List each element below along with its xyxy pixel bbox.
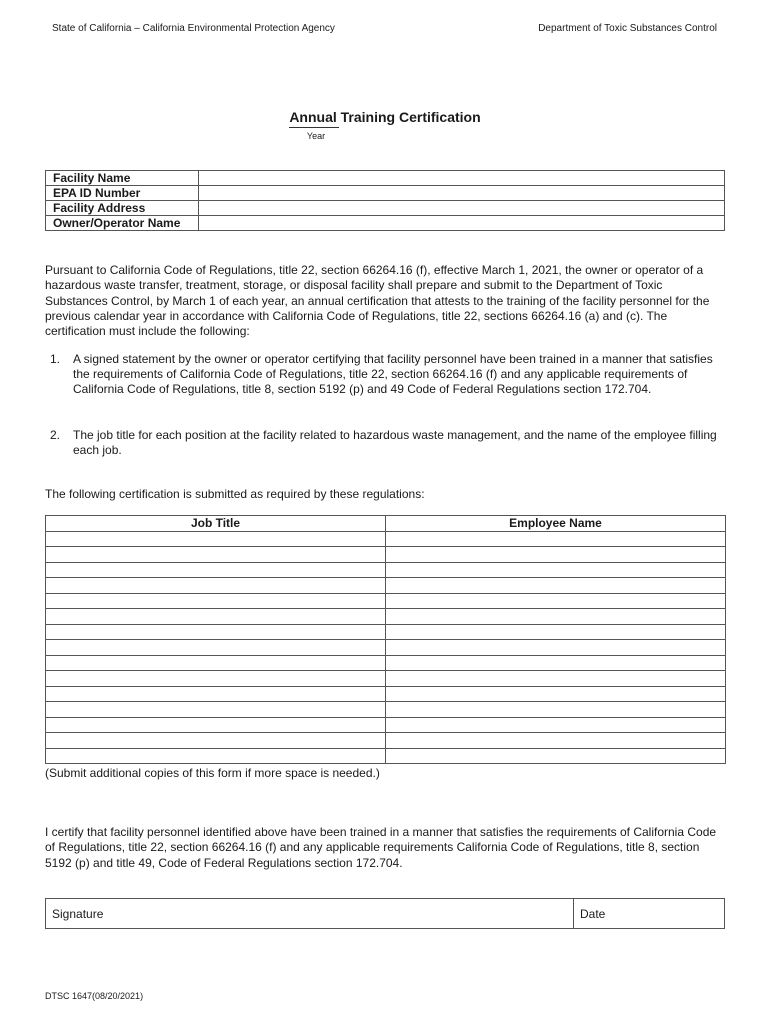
requirement-text: The job title for each position at the facility related to hazardous waste management, and the name of the employee filling each job. [73,428,717,458]
owner-operator-label: Owner/Operator Name [46,216,199,231]
table-row [46,733,726,749]
requirement-item [50,352,722,414]
job-title-cell[interactable] [46,547,386,563]
job-title-cell[interactable] [46,671,386,687]
job-title-cell[interactable] [46,531,386,547]
employee-name-cell[interactable] [386,748,726,764]
additional-copies-note: (Submit additional copies of this form if more space is needed.) [45,766,380,780]
facility-row [46,201,725,216]
job-title-header: Job Title [46,516,386,532]
facility-name-field[interactable] [199,171,725,186]
facility-name-label: Facility Name [46,171,199,186]
facility-row [46,216,725,231]
employee-name-cell[interactable] [386,593,726,609]
job-title-cell[interactable] [46,748,386,764]
epa-id-label: EPA ID Number [46,186,199,201]
requirement-text: A signed statement by the owner or operator certifying that facility personnel have been trained in a manner that satisfies the requirements of California Code of Regulations, title 22, section 66264.16 (f) and any applicable requirements of California Code of Regulations, title 8, section 5192 (p) and 49 Code of Federal Regulations section 172.704. [73,352,713,397]
epa-id-field[interactable] [199,186,725,201]
header-agency: State of California – California Environmental Protection Agency [52,23,335,34]
facility-row [46,186,725,201]
date-field[interactable] [574,899,725,929]
table-row [46,562,726,578]
form-id: DTSC 1647(08/20/2021) [45,991,144,1001]
facility-info-table [45,170,725,231]
facility-address-field[interactable] [199,201,725,216]
table-row [46,717,726,733]
employee-name-header: Employee Name [386,516,726,532]
year-label: Year [306,131,326,141]
table-row [46,624,726,640]
owner-operator-field[interactable] [199,216,725,231]
job-title-cell[interactable] [46,640,386,656]
header-department: Department of Toxic Substances Control [538,23,717,34]
employee-name-cell[interactable] [386,655,726,671]
table-row [46,655,726,671]
employee-name-cell[interactable] [386,547,726,563]
table-row [46,640,726,656]
table-row [46,702,726,718]
facility-row [46,171,725,186]
job-title-cell[interactable] [46,578,386,594]
employee-name-cell[interactable] [386,671,726,687]
signature-field[interactable] [46,899,574,929]
employee-name-cell[interactable] [386,640,726,656]
employee-name-cell[interactable] [386,702,726,718]
job-title-cell[interactable] [46,655,386,671]
signature-label: Signature [52,906,104,921]
facility-address-label: Facility Address [46,201,199,216]
employee-name-cell[interactable] [386,609,726,625]
employee-name-cell[interactable] [386,733,726,749]
job-title-cell[interactable] [46,686,386,702]
job-title-cell[interactable] [46,609,386,625]
employee-name-cell[interactable] [386,562,726,578]
table-row [46,578,726,594]
certification-intro: The following certification is submitted as required by these regulations: [45,487,425,501]
table-row [46,686,726,702]
employee-name-cell[interactable] [386,686,726,702]
requirement-item [50,428,722,460]
date-label: Date [580,906,606,921]
job-employee-table [45,515,726,764]
job-title-cell[interactable] [46,593,386,609]
job-title-cell[interactable] [46,702,386,718]
employee-name-cell[interactable] [386,717,726,733]
employee-name-cell[interactable] [386,624,726,640]
form-title: Annual Training Certification [289,109,481,125]
table-row [46,671,726,687]
table-row [46,609,726,625]
table-row [46,531,726,547]
employee-name-cell[interactable] [386,531,726,547]
signature-table [45,898,725,929]
employee-name-cell[interactable] [386,578,726,594]
certification-statement: I certify that facility personnel identified above have been trained in a manner that satisfies the requirements of California Code of Regulations, title 22, section 66264.16 (f) and any applicable requirements California Code of Regulations, title 8, section 5192 (p) and title 49, Code of Federal Regulations section 172.704. [45,825,717,870]
job-title-cell[interactable] [46,562,386,578]
table-header-row [46,516,726,532]
job-title-cell[interactable] [46,717,386,733]
table-row [46,748,726,764]
table-row [46,547,726,563]
intro-paragraph: Pursuant to California Code of Regulations, title 22, section 66264.16 (f), effective March 1, 2021, the owner or operator of a hazardous waste transfer, treatment, storage, or disposal facility shall prepare and submit to the Department of Toxic Substances Control, by March 1 of each year, an annual certification that attests to the training of the facility personnel for the previous calendar year in accordance with California Code of Regulations, title 22, sections 66264.16 (a) and (c). The certification must include the following: [45,263,710,339]
job-title-cell[interactable] [46,624,386,640]
requirement-number: 2. [50,428,61,442]
table-row [46,593,726,609]
requirement-number: 1. [50,352,61,366]
job-title-cell[interactable] [46,733,386,749]
year-input-line[interactable] [289,127,339,128]
